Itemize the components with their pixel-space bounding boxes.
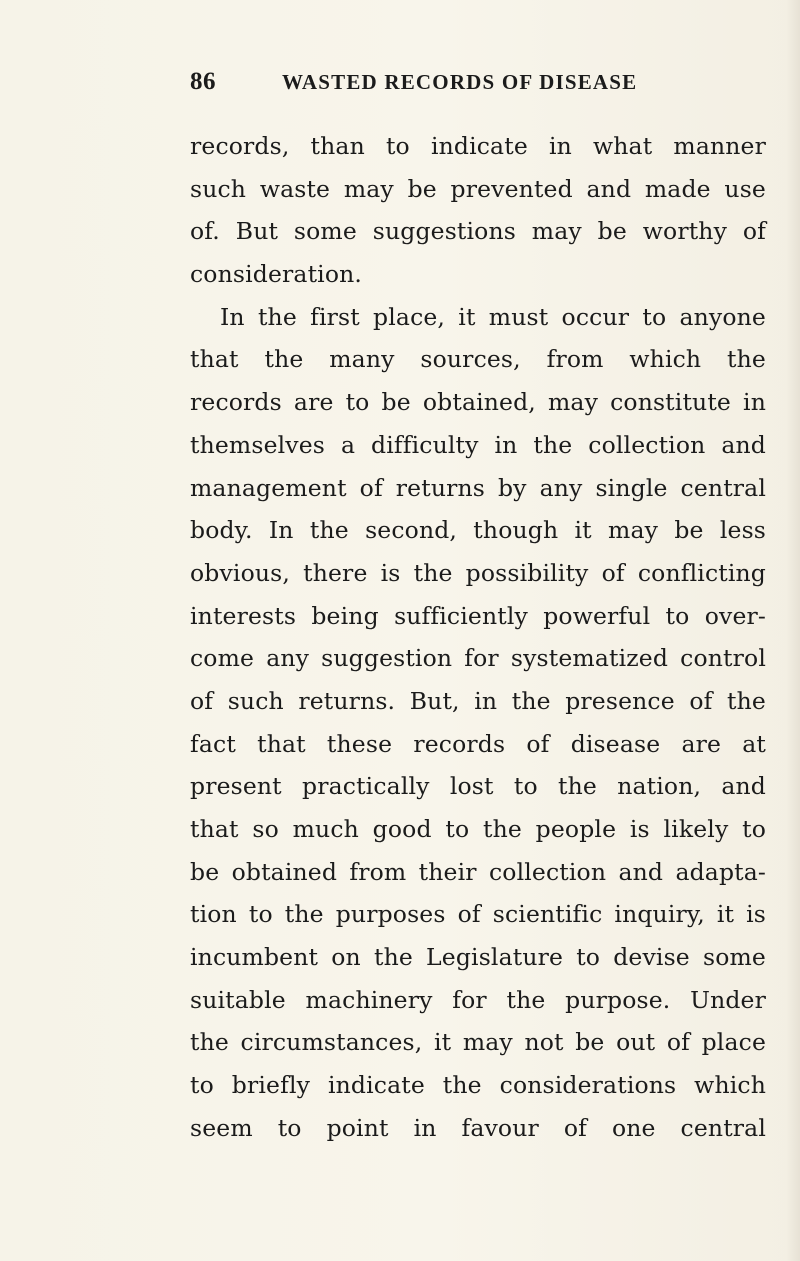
text-line: records are to be obtained, may constitute in xyxy=(190,388,766,417)
text-line: fact that these records of disease are at xyxy=(190,729,766,758)
running-head xyxy=(190,68,670,108)
body-text xyxy=(190,125,766,1150)
text-line: such waste may be prevented and made use xyxy=(190,174,766,203)
text-line: present practically lost to the nation, and xyxy=(190,772,766,801)
text-line: that so much good to the people is likely to xyxy=(190,815,766,843)
page-number: 86 xyxy=(190,68,216,95)
text-line: body. In the second, though it may be less xyxy=(190,516,766,545)
text-line: seem to point in favour of one central xyxy=(190,1113,766,1142)
text-line: suitable machinery for the purpose. Under xyxy=(190,985,766,1014)
text-line: records, than to indicate in what manner xyxy=(190,132,766,160)
text-line: incumbent on the Legislature to devise some xyxy=(190,943,766,972)
text-line: consideration. xyxy=(190,260,363,289)
running-head-title: WASTED RECORDS OF DISEASE xyxy=(282,70,638,94)
text-line: themselves a difficulty in the collection and xyxy=(190,430,766,459)
text-line: come any suggestion for systematized control xyxy=(190,644,766,673)
text-line: management of returns by any single central xyxy=(190,473,766,502)
text-line: tion to the purposes of scientific inquiry, it is xyxy=(190,900,766,929)
text-line: the circumstances, it may not be out of place xyxy=(190,1028,766,1057)
text-line: that the many sources, from which the xyxy=(190,345,766,374)
text-line: to briefly indicate the considerations which xyxy=(190,1071,766,1100)
text-line: be obtained from their collection and adapta- xyxy=(190,857,766,886)
paragraph xyxy=(190,125,766,296)
text-line: interests being sufficiently powerful to over- xyxy=(190,601,766,630)
text-line: of such returns. But, in the presence of the xyxy=(190,686,766,715)
paragraph xyxy=(190,296,766,1150)
page-edge-shadow xyxy=(786,0,800,1261)
text-line: In the first place, it must occur to anyone xyxy=(220,302,766,331)
text-line: obvious, there is the possibility of conflicting xyxy=(190,558,766,587)
text-line: of. But some suggestions may be worthy of xyxy=(190,217,766,246)
